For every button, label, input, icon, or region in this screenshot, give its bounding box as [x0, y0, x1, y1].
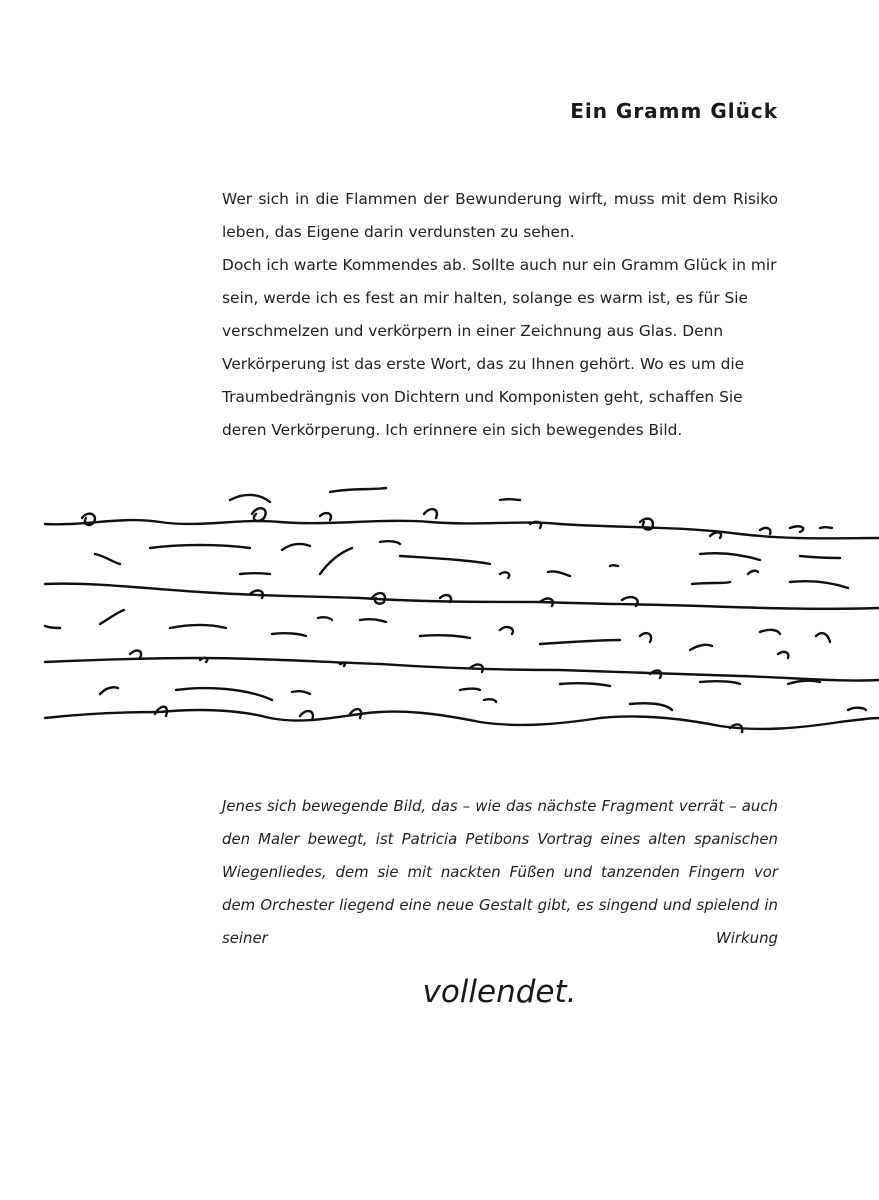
scribble-dash-2 [330, 488, 386, 492]
scribble-dash-39 [292, 691, 310, 694]
scribble-dash-42 [560, 683, 610, 686]
scribble-dash-15 [500, 572, 509, 578]
scribble-dash-5 [760, 528, 770, 534]
scribble-dash-32 [640, 633, 651, 642]
scribble-dash-46 [848, 708, 866, 710]
scribble-dash-30 [500, 627, 513, 634]
scribble-line-1 [45, 520, 879, 538]
scribble-dash-44 [788, 681, 820, 684]
scribble-dash-13 [400, 556, 490, 564]
scribble-dash-18 [692, 582, 730, 584]
scribble-dash-36 [340, 663, 345, 666]
scribble-dash-4 [710, 532, 721, 538]
scribble-dash-8 [95, 554, 120, 564]
final-word: vollendet. [422, 974, 577, 1010]
scribble-dash-33 [690, 645, 712, 650]
scribble-dash-23 [45, 626, 60, 628]
scribble-loop-5 [530, 522, 541, 528]
scribble-dash-3 [500, 499, 520, 500]
scribble-dash-25 [170, 625, 226, 628]
scribble-loop-13 [200, 658, 207, 662]
scribble-loop-2 [252, 508, 266, 521]
paragraph-1: Wer sich in die Flammen der Bewunderung wirft, muss mit dem Risiko leben, das Eigene darin verdunsten zu sehen. [222, 190, 778, 241]
scribble-loop-12 [130, 651, 141, 658]
scribble-dash-16 [548, 571, 570, 576]
scribble-dash-9 [150, 545, 250, 548]
italic-passage: Jenes sich bewegende Bild, das – wie das nächste Fragment verrät – auch den Maler bewegt, ist Patricia Petibons Vortrag eines alten spanischen Wiegenliedes, dem sie mit nackten Füßen und tanzenden Fingern vor dem Orchester liegend eine neue Gestalt gibt, es singend und spielend in seiner Wirkung [222, 797, 778, 947]
scribble-dash-7 [820, 527, 832, 528]
scribble-line-3 [45, 658, 879, 681]
scribble-dash-19 [748, 571, 758, 574]
scribble-dash-20 [790, 581, 848, 588]
scribble-dash-22 [800, 556, 840, 558]
scribble-dash-17 [610, 565, 618, 566]
page-title: Ein Gramm Glück [570, 99, 778, 124]
scribble-dash-38 [176, 688, 272, 700]
scribble-dash-27 [318, 617, 332, 620]
scribble-dash-37 [100, 687, 118, 694]
scribble-loop-4 [424, 509, 437, 518]
scribble-dash-10 [282, 544, 310, 550]
scribble-dash-21 [700, 553, 760, 560]
scribble-dash-6 [790, 526, 803, 532]
scribble-dash-31 [540, 640, 620, 644]
scribble-line-4 [45, 710, 879, 729]
scribble-dash-34 [760, 630, 780, 634]
scribble-loop-18 [300, 711, 313, 720]
paragraph-2: Doch ich warte Kommendes ab. Sollte auch nur ein Gramm Glück in mir sein, werde ich es fest an mir halten, solange es warm ist, es für Sie verschmelzen und verkörpern in einer Zeichnung aus Glas. Denn Verkörperung ist das erste Wort, das zu Ihnen gehört. Wo es um die Traumbedrängnis von Dichtern und Komponisten geht, schaffen Sie deren Verkörperung. Ich erinnere ein sich bewegendes Bild. [222, 256, 777, 439]
scribble-illustration [0, 478, 879, 750]
scribble-dash-26 [272, 633, 306, 636]
scribble-dash-40 [460, 689, 480, 691]
scribble-dash-14 [240, 573, 270, 574]
scribble-dash-41 [484, 699, 496, 702]
scribble-dash-1 [230, 495, 270, 502]
scribble-dash-35 [816, 633, 830, 642]
scribble-dash-43 [700, 681, 740, 684]
scribble-loop-3 [320, 513, 331, 520]
scribble-dash-12 [380, 541, 400, 544]
scribble-dash-28 [360, 619, 386, 622]
scribble-dash-45 [630, 703, 672, 710]
scribble-loop-16 [778, 652, 788, 658]
scribble-dash-29 [420, 635, 470, 638]
body-text [222, 183, 778, 447]
scribble-dash-11 [320, 548, 352, 574]
scribble-dash-24 [100, 610, 124, 624]
scribble-line-2 [45, 584, 879, 609]
